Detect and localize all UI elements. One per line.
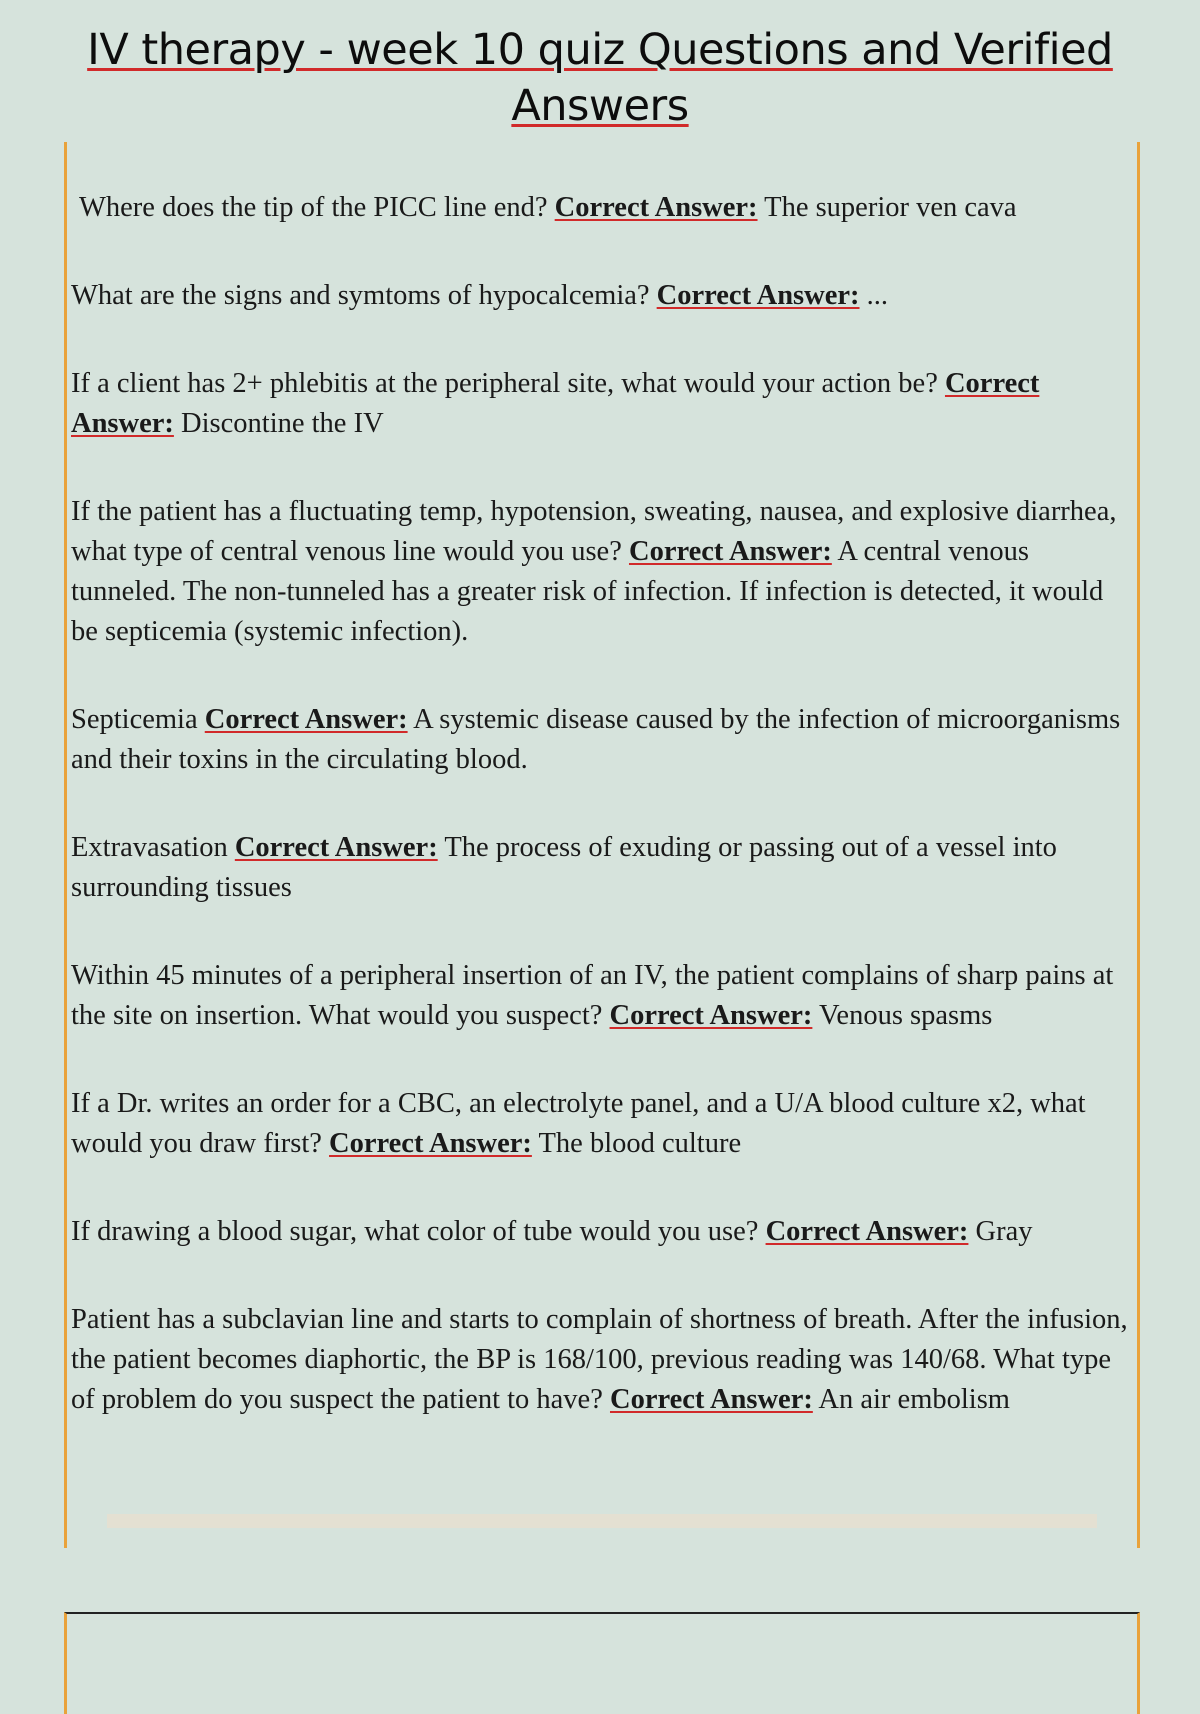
answer-text: The process of exuding or passing out of a vessel into surrounding tissues bbox=[71, 832, 1057, 903]
question-text: If a Dr. writes an order for a CBC, an electrolyte panel, and a U/A blood culture x2, what would you draw first? bbox=[71, 1088, 1086, 1159]
question-text: What are the signs and symtoms of hypocalcemia? bbox=[71, 280, 650, 311]
answer-text: An air embolism bbox=[818, 1384, 1010, 1415]
question-text: If drawing a blood sugar, what color of tube would you use? bbox=[71, 1216, 759, 1247]
answer-label: Correct Answer: bbox=[234, 832, 438, 863]
answer-label: Correct Answer: bbox=[554, 192, 758, 223]
answer-label: Correct Answer: bbox=[204, 704, 408, 735]
qa-item-9 bbox=[71, 1212, 1135, 1252]
answer-text: A systemic disease caused by the infection of microorganisms and their toxins in the circulating blood. bbox=[71, 704, 1121, 775]
title-line-1: IV therapy - week 10 quiz Questions and Verified bbox=[87, 25, 1113, 75]
question-text: If a client has 2+ phlebitis at the peripheral site, what would your action be? bbox=[71, 368, 938, 399]
qa-item-8 bbox=[71, 1084, 1135, 1164]
page-title bbox=[60, 22, 1140, 134]
answer-text: ... bbox=[866, 280, 889, 311]
qa-item-3 bbox=[71, 364, 1135, 444]
answer-text: A central venous tunneled. The non-tunneled has a greater risk of infection. If infection is detected, it would be septicemia (systemic infection). bbox=[71, 536, 1104, 647]
answer-label: Correct Answer: bbox=[329, 1128, 532, 1159]
answer-label: Correct Answer: bbox=[609, 1000, 813, 1031]
qa-item-6 bbox=[71, 828, 1135, 908]
answer-label: Correct Answer: bbox=[71, 368, 1040, 439]
qa-list bbox=[71, 188, 1135, 1468]
question-text: Where does the tip of the PICC line end? bbox=[79, 192, 548, 223]
qa-item-7 bbox=[71, 956, 1135, 1036]
qa-item-5 bbox=[71, 700, 1135, 780]
title-line-2: Answers bbox=[511, 81, 689, 131]
qa-container bbox=[64, 142, 1140, 1548]
qa-item-2 bbox=[71, 276, 1135, 316]
answer-label: Correct Answer: bbox=[656, 280, 860, 311]
answer-label: Correct Answer: bbox=[609, 1384, 813, 1415]
question-text: Within 45 minutes of a peripheral insertion of an IV, the patient complains of sharp pains at the site on insertion. What would you suspect? bbox=[71, 960, 1114, 1031]
answer-text: The superior ven cava bbox=[764, 192, 1017, 223]
question-text: If the patient has a fluctuating temp, hypotension, sweating, nausea, and explosive diarrhea, what type of central venous line would you use? bbox=[71, 496, 1117, 567]
answer-label: Correct Answer: bbox=[765, 1216, 969, 1247]
answer-label: Correct Answer: bbox=[628, 536, 832, 567]
section-bottom-strip bbox=[107, 1514, 1097, 1528]
question-text: Septicemia bbox=[71, 704, 198, 735]
answer-text: Discontine the IV bbox=[181, 408, 384, 439]
answer-text: Venous spasms bbox=[819, 1000, 993, 1031]
question-text: Extravasation bbox=[71, 832, 228, 863]
qa-item-1 bbox=[71, 188, 1135, 228]
qa-item-4 bbox=[71, 492, 1135, 652]
qa-item-10 bbox=[71, 1300, 1135, 1420]
next-section-box bbox=[64, 1612, 1140, 1714]
answer-text: Gray bbox=[975, 1216, 1033, 1247]
question-text: Patient has a subclavian line and starts to complain of shortness of breath. After the infusion, the patient becomes diaphortic, the BP is 168/100, previous reading was 140/68. What type of problem do you suspect the patient to have? bbox=[71, 1304, 1128, 1415]
answer-text: The blood culture bbox=[538, 1128, 742, 1159]
